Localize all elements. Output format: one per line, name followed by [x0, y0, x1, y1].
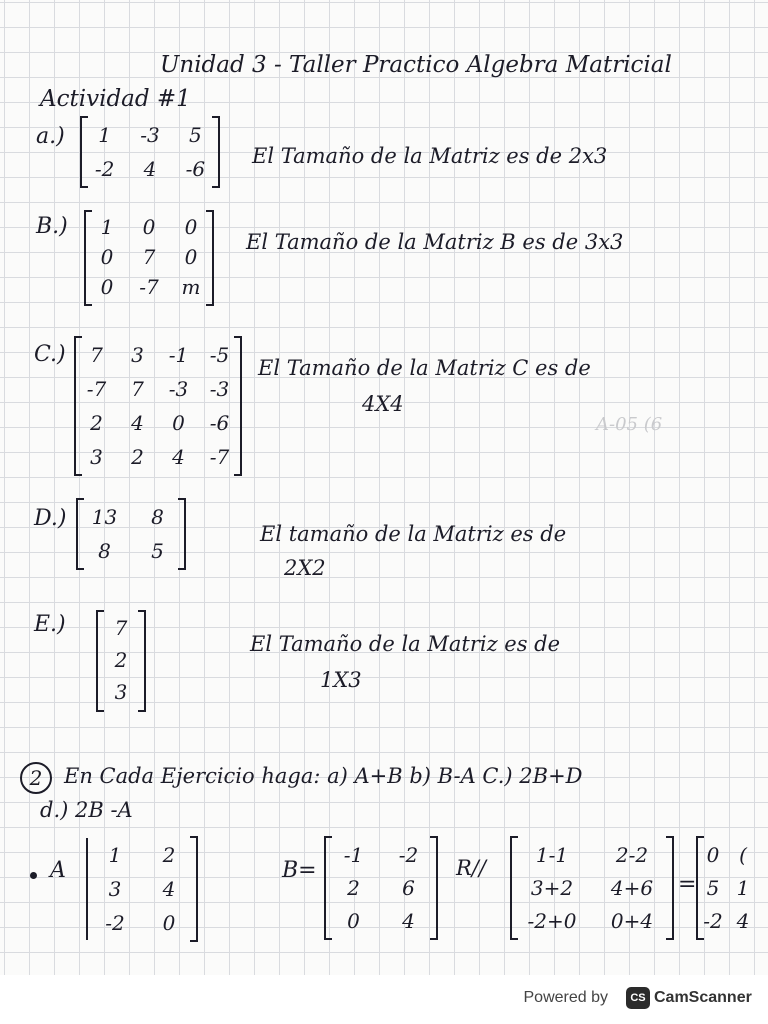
matrix-cell: -2 — [94, 157, 115, 181]
matrix-cell: 1-1 — [535, 842, 569, 867]
matrix-c — [74, 338, 242, 474]
part2-instruction: En Cada Ejercicio haga: a) A+B b) B-A C.) 2B+D — [64, 764, 583, 788]
matrix-cell: 2 — [131, 445, 144, 469]
matrix-part2-b — [324, 838, 438, 938]
equals-sign: = — [678, 872, 697, 897]
matrix-cell: 2 — [90, 411, 103, 435]
matrix-cell: 4 — [131, 411, 144, 435]
exercise-d-label: D.) — [34, 506, 67, 531]
matrix-cell: -7 — [139, 275, 159, 299]
matrix-cell: ( — [739, 842, 747, 867]
matrix-cell: -2 — [703, 908, 723, 933]
matrix-cell: -3 — [168, 377, 189, 401]
matrix-cell: 0 — [100, 275, 114, 299]
matrix-part2-result — [696, 838, 768, 938]
matrix-cell: 4 — [402, 908, 415, 933]
matrix-cell: 8 — [151, 505, 164, 529]
matrix-a — [80, 118, 220, 186]
part2-instruction-2: d.) 2B -A — [40, 798, 133, 822]
matrix-cell: 6 — [402, 875, 415, 900]
powered-by-text: Powered by — [523, 989, 608, 1006]
exercise-e-answer: El Tamaño de la Matriz es de — [250, 632, 561, 656]
matrix-cell: -5 — [209, 343, 230, 367]
matrix-cell: 0 — [162, 911, 176, 935]
matrix-part2-a — [86, 838, 198, 940]
matrix-cell: 3+2 — [530, 875, 574, 900]
bullet-dot — [30, 872, 37, 879]
matrix-cell: 1 — [736, 875, 750, 900]
matrix-cell: -7 — [209, 445, 230, 469]
matrix-cell: 4+6 — [610, 875, 654, 900]
exercise-e-label: E.) — [34, 612, 66, 637]
scanner-footer — [0, 975, 768, 1024]
exercise-b-label: B.) — [36, 214, 68, 239]
matrix-cell: 0+4 — [610, 908, 654, 933]
matrix-cell: 7 — [114, 616, 128, 640]
matrix-cell: 2-2 — [615, 842, 649, 867]
matrix-a-name: A — [50, 858, 66, 883]
matrix-cell: 7 — [142, 245, 156, 269]
matrix-cell: m — [181, 275, 201, 299]
matrix-cell: -1 — [343, 842, 364, 867]
matrix-cell: 4 — [143, 157, 157, 181]
matrix-cell: -7 — [86, 377, 107, 401]
matrix-cell: 1 — [108, 843, 122, 867]
matrix-d — [76, 500, 186, 568]
matrix-cell: 0 — [706, 842, 720, 867]
matrix-cell: 0 — [100, 245, 114, 269]
matrix-cell: 0 — [172, 411, 185, 435]
matrix-b — [84, 212, 214, 304]
matrix-cell: -2 — [398, 842, 419, 867]
bleed-through-text: A-05 (6 — [596, 414, 663, 435]
exercise-b-answer: El Tamaño de la Matriz B es de 3x3 — [246, 230, 624, 254]
matrix-cell: 2 — [114, 648, 128, 672]
matrix-cell: 1 — [98, 123, 112, 147]
matrix-cell: 4 — [736, 908, 750, 933]
matrix-cell: 0 — [142, 215, 156, 239]
exercise-d-size: 2X2 — [284, 556, 326, 580]
matrix-cell: 13 — [91, 505, 118, 529]
matrix-cell: -2 — [105, 911, 125, 935]
matrix-cell: 4 — [172, 445, 185, 469]
matrix-cell: -1 — [168, 343, 189, 367]
matrix-cell: 1 — [100, 215, 114, 239]
matrix-cell: 2 — [347, 875, 360, 900]
matrix-cell: -6 — [185, 157, 206, 181]
camscanner-brand: CamScanner — [654, 989, 752, 1006]
camscanner-logo-icon: CS — [626, 987, 650, 1009]
exercise-e-size: 1X3 — [320, 668, 362, 692]
matrix-cell: 3 — [114, 680, 128, 704]
section-number-circle: 2 — [20, 762, 52, 794]
matrix-part2-sum — [510, 838, 674, 938]
matrix-cell: -2+0 — [527, 908, 577, 933]
matrix-cell: 3 — [108, 877, 122, 901]
exercise-d-answer: El tamaño de la Matriz es de — [260, 522, 567, 546]
matrix-cell: -3 — [140, 123, 160, 147]
exercise-a-label: a.) — [36, 124, 65, 149]
matrix-cell: 7 — [90, 343, 103, 367]
activity-heading: Actividad #1 — [40, 86, 191, 112]
exercise-c-size: 4X4 — [362, 392, 404, 416]
matrix-cell: 3 — [90, 445, 103, 469]
matrix-cell: 3 — [131, 343, 144, 367]
matrix-cell: 5 — [706, 875, 720, 900]
matrix-cell: -3 — [209, 377, 230, 401]
matrix-cell: 8 — [98, 539, 111, 563]
exercise-c-answer: El Tamaño de la Matriz C es de — [258, 356, 591, 380]
result-label: R// — [456, 856, 486, 880]
matrix-cell: -6 — [209, 411, 230, 435]
matrix-e — [96, 612, 146, 710]
matrix-cell: 5 — [188, 123, 202, 147]
matrix-cell: 0 — [184, 215, 198, 239]
matrix-cell: 5 — [151, 539, 164, 563]
matrix-b-name: B= — [282, 858, 317, 883]
matrix-cell: 0 — [184, 245, 198, 269]
page-title: Unidad 3 - Taller Practico Algebra Matricial — [160, 52, 672, 78]
exercise-a-answer: El Tamaño de la Matriz es de 2x3 — [252, 144, 608, 168]
exercise-c-label: C.) — [34, 342, 66, 367]
matrix-cell: 7 — [131, 377, 144, 401]
matrix-cell: 2 — [162, 843, 176, 867]
matrix-cell: 4 — [162, 877, 176, 901]
matrix-cell: 0 — [347, 908, 360, 933]
